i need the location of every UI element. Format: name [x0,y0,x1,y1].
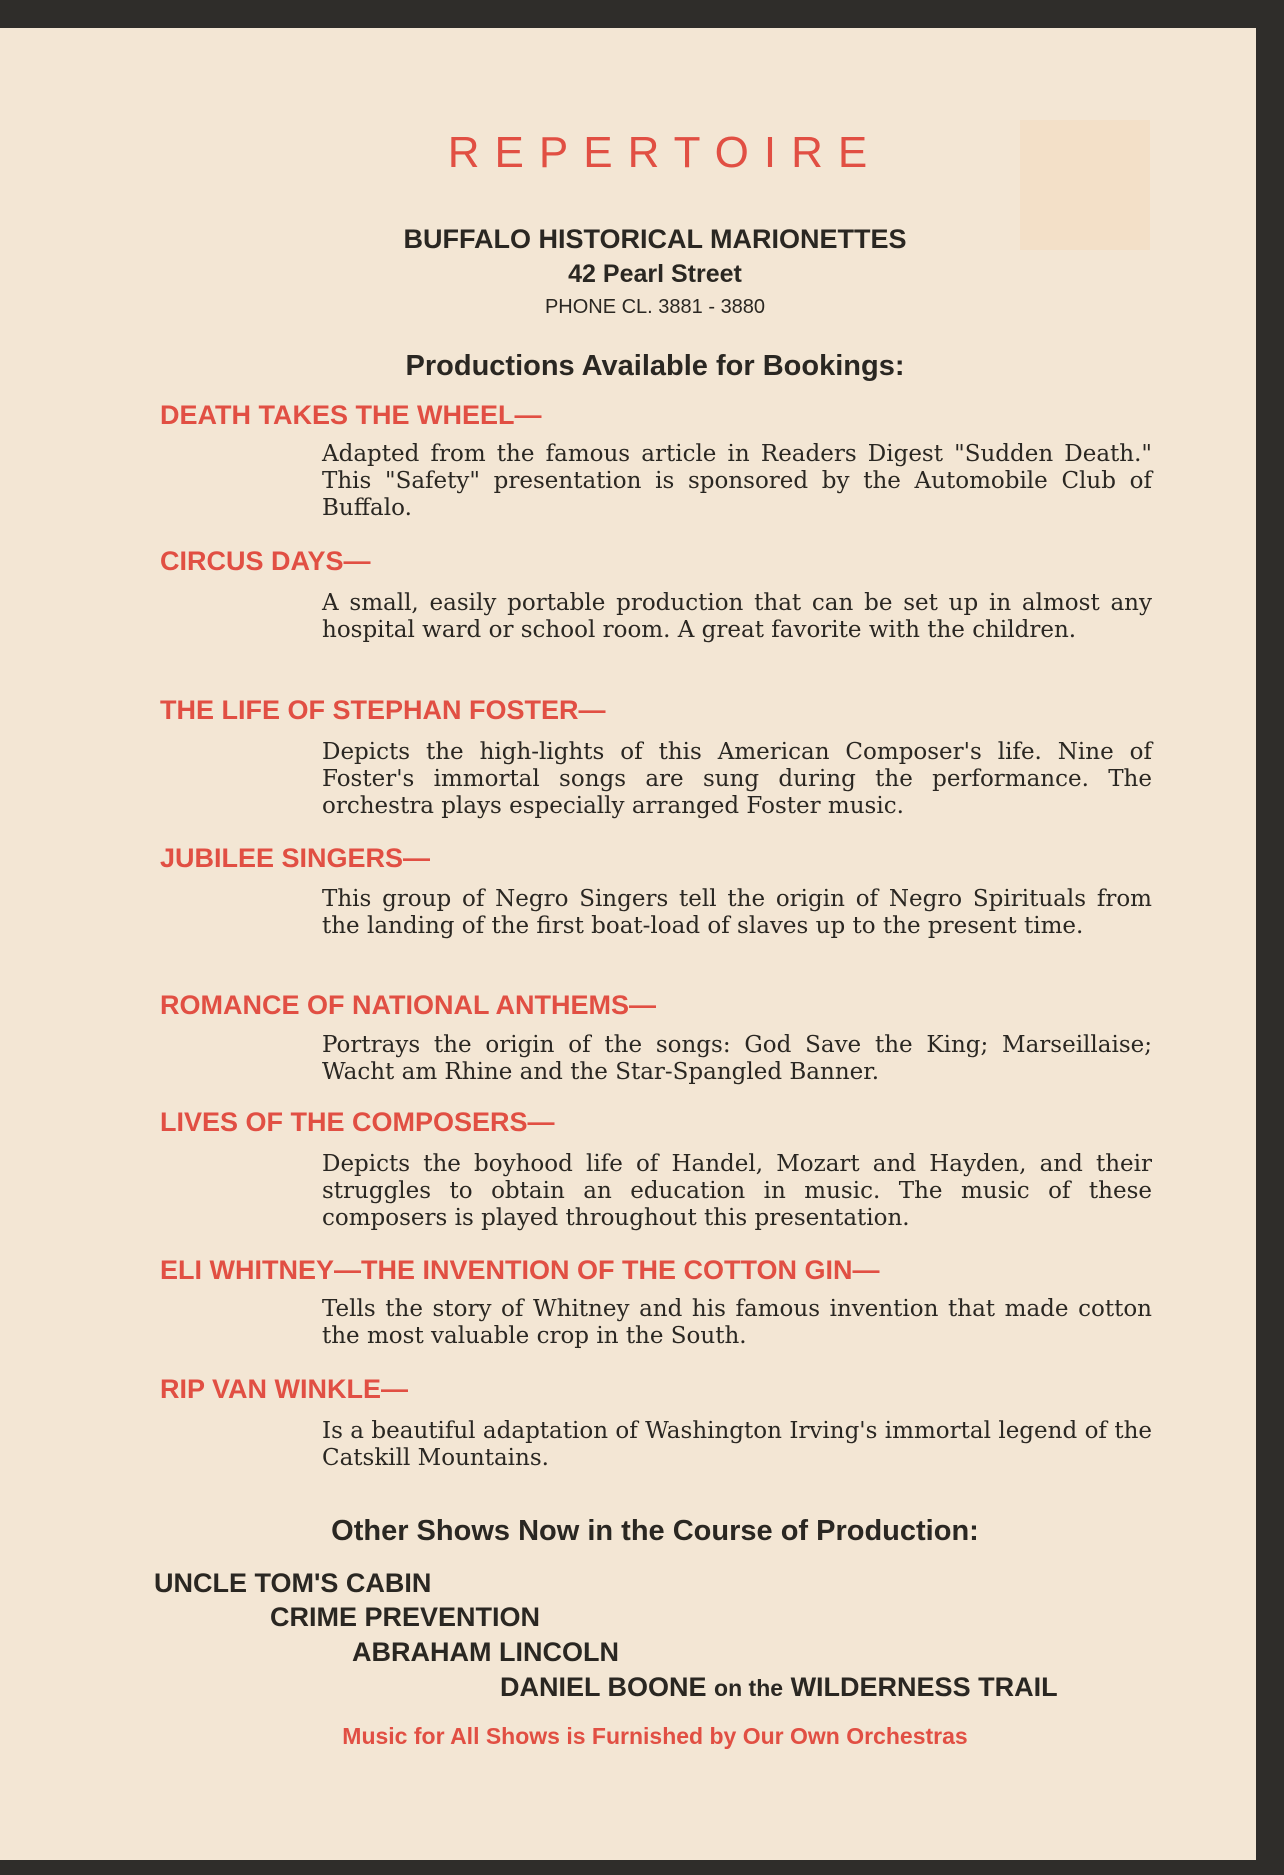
production-description: Depicts the high-lights of this American Composer's life. Nine of Foster's immortal songs are sung during the performance. The orchestra plays especially arranged Foster music. [322,739,1152,819]
address: 42 Pearl Street [568,260,742,288]
productions-heading: Productions Available for Bookings: [405,350,905,382]
production-description: Depicts the boyhood life of Handel, Mozart and Hayden, and their struggles to obtain an education in music. The music of these composers is played throughout this presentation. [322,1151,1152,1231]
production-description: Adapted from the famous article in Readers Digest "Sudden Death." This "Safety" presentation is sponsored by the Automobile Club of Buffalo. [322,441,1152,521]
other-show: ABRAHAM LINCOLN [352,1637,619,1667]
production-title: DEATH TAKES THE WHEEL— [160,400,542,430]
other-show [500,1672,1058,1703]
program-page [0,28,1256,1860]
phone-number: PHONE CL. 3881 - 3880 [544,296,766,318]
production-title: JUBILEE SINGERS— [160,843,431,873]
production-description: Portrays the origin of the songs: God Save the King; Marseillaise; Wacht am Rhine and the Star-Spangled Banner. [322,1032,1152,1085]
other-show: CRIME PREVENTION [270,1602,541,1632]
other-show: UNCLE TOM'S CABIN [154,1568,432,1598]
page-title: REPERTOIRE [447,128,883,177]
production-title: ELI WHITNEY—THE INVENTION OF THE COTTON GIN— [160,1255,880,1285]
other-show-connector: on the [714,1675,784,1701]
organization-name: BUFFALO HISTORICAL MARIONETTES [403,224,907,254]
production-title: ROMANCE OF NATIONAL ANTHEMS— [160,990,656,1020]
production-description: This group of Negro Singers tell the origin of Negro Spirituals from the landing of the first boat-load of slaves up to the present time. [322,886,1152,939]
production-title: RIP VAN WINKLE— [160,1374,409,1404]
other-show-subtitle: WILDERNESS TRAIL [790,1672,1058,1702]
production-description: Is a beautiful adaptation of Washington Irving's immortal legend of the Catskill Mountains. [322,1418,1152,1471]
other-shows-heading: Other Shows Now in the Course of Production: [331,1515,979,1547]
production-description: A small, easily portable production that can be set up in almost any hospital ward or school room. A great favorite with the children. [322,590,1152,643]
other-show-name: DANIEL BOONE [500,1672,707,1702]
footer-note: Music for All Shows is Furnished by Our Own Orchestras [342,1723,968,1749]
production-description: Tells the story of Whitney and his famous invention that made cotton the most valuable crop in the South. [322,1296,1152,1349]
production-title: CIRCUS DAYS— [160,546,371,576]
production-title: LIVES OF THE COMPOSERS— [160,1107,555,1137]
production-title: THE LIFE OF STEPHAN FOSTER— [160,695,606,725]
